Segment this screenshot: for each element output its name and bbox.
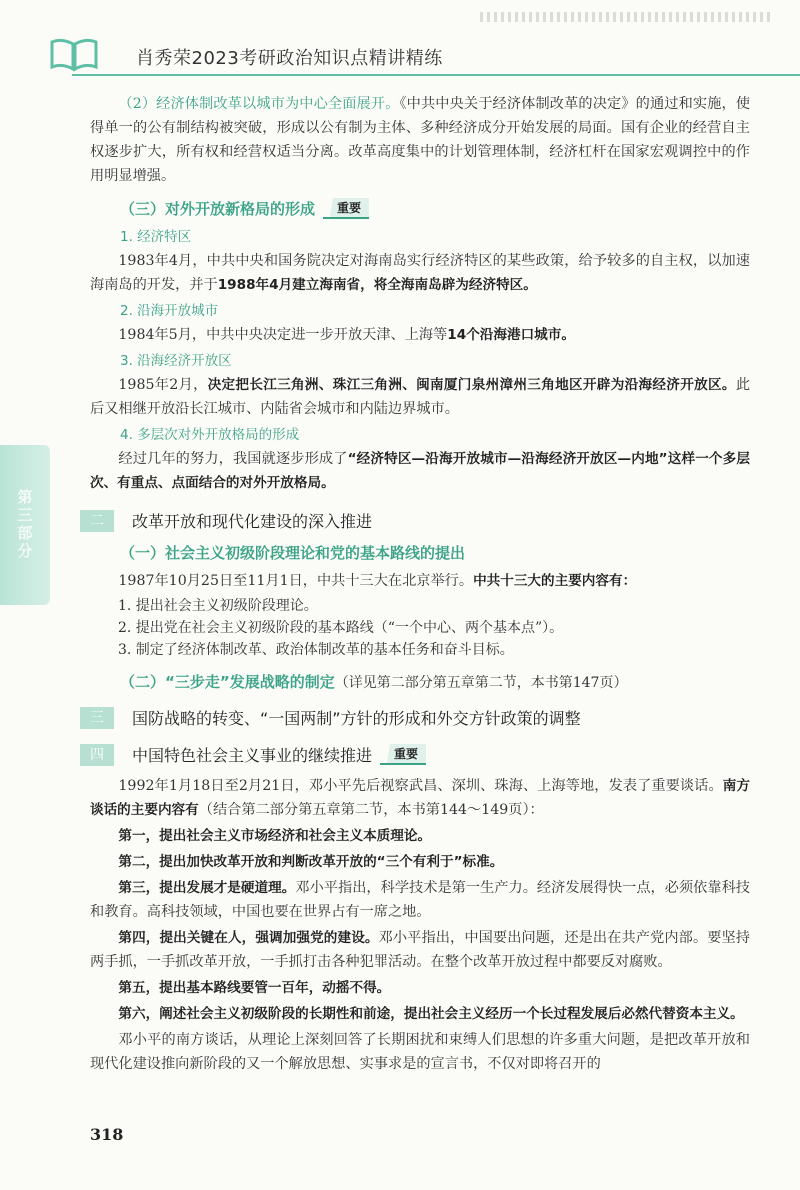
paragraph-tail: 此后又相继开放沿长江城市、内陆省会城市和内陆边界城市。 bbox=[90, 377, 751, 417]
open-book-icon bbox=[48, 36, 100, 72]
section-heading bbox=[80, 706, 750, 729]
paragraph bbox=[90, 926, 750, 974]
paragraph-bold: 第一，提出社会主义市场经济和社会主义本质理论。 bbox=[118, 828, 432, 844]
numbered-subheading-text: 4. 多层次对外开放格局的形成 bbox=[120, 427, 300, 443]
paragraph-text: 邓小平的南方谈话，从理论上深刻回答了长期困扰和束缚人们思想的许多重大问题，是把改革开放和现代化建设推向新阶段的又一个解放思想、实事求是的宣言书，不仅对即将召开的 bbox=[90, 1032, 750, 1072]
top-scan-artifact bbox=[480, 12, 770, 22]
section-number: 四 bbox=[80, 744, 114, 766]
section-title: 改革开放和现代化建设的深入推进 bbox=[132, 512, 373, 531]
section-title: 中国特色社会主义事业的继续推进 bbox=[132, 746, 373, 765]
paragraph bbox=[90, 1002, 750, 1026]
numbered-subheading-text: 3. 沿海经济开放区 bbox=[120, 353, 232, 369]
subsection-heading bbox=[120, 542, 750, 563]
header-rule bbox=[72, 74, 800, 76]
list-item bbox=[118, 639, 750, 661]
paragraph-text: 1992年1月18日至2月21日，邓小平先后视察武昌、深圳、珠海、上海等地，发表了重要谈话。 bbox=[118, 778, 723, 794]
paragraph-text: 1984年5月，中共中央决定进一步开放天津、上海等 bbox=[118, 327, 448, 343]
paragraph bbox=[90, 323, 750, 347]
paragraph-bold: 第五，提出基本路线要管一百年，动摇不得。 bbox=[118, 980, 391, 996]
section-heading bbox=[80, 743, 750, 766]
paragraph-tail: 邓小平指出，中国要出问题，还是出在共产党内部。要坚持两手抓，一手抓改革开放，一手抓打击各种犯罪活动。在整个改革开放过程中都要反对腐败。 bbox=[90, 930, 750, 970]
important-badge: 重要 bbox=[323, 198, 369, 219]
section-title: 国防战略的转变、“一国两制”方针的形成和外交方针政策的调整 bbox=[132, 709, 581, 728]
header-title: 肖秀荣2023考研政治知识点精讲精练 bbox=[136, 48, 443, 69]
list-item bbox=[118, 617, 750, 639]
paragraph bbox=[90, 824, 750, 848]
paragraph-tail: 邓小平指出，科学技术是第一生产力。经济发展得快一点，必须依靠科技和教育。高科技领域，中国也要在世界占有一席之地。 bbox=[90, 880, 750, 920]
section-side-tab bbox=[0, 445, 50, 605]
section-number: 二 bbox=[80, 510, 114, 532]
page-number: 318 bbox=[90, 1125, 124, 1144]
numbered-subheading bbox=[120, 225, 750, 249]
list-item bbox=[118, 595, 750, 617]
paragraph bbox=[90, 92, 750, 188]
paragraph-bold: 中共十三大的主要内容有： bbox=[473, 573, 637, 589]
paragraph-text: 1983年4月，中共中央和国务院决定对海南岛实行经济特区的某些政策，给予较多的自主权，以加速海南岛的开发，并于 bbox=[90, 253, 750, 293]
list-item-text: 2. 提出党在社会主义初级阶段的基本路线（“一个中心、两个基本点”）。 bbox=[118, 620, 564, 636]
paragraph-bold: “经济特区—沿海开放城市—沿海经济开放区—内地”这样一个多层次、有重点、点面结合的对外开放格局。 bbox=[90, 451, 750, 491]
numbered-subheading-text: 1. 经济特区 bbox=[120, 229, 192, 245]
section-number: 三 bbox=[80, 707, 114, 729]
page-content bbox=[90, 92, 750, 1078]
paragraph bbox=[90, 1028, 750, 1076]
list-item-text: 3. 制定了经济体制改革、政治体制改革的基本任务和奋斗目标。 bbox=[118, 642, 514, 658]
numbered-subheading bbox=[120, 349, 750, 373]
paragraph-bold: 南方谈话的主要内容有 bbox=[90, 778, 750, 818]
numbered-subheading-text: 2. 沿海开放城市 bbox=[120, 303, 219, 319]
paragraph-lead: （2）经济体制改革以城市为中心全面展开。 bbox=[118, 96, 400, 112]
section-heading bbox=[80, 509, 750, 532]
subsection-title: （三）对外开放新格局的形成 bbox=[120, 200, 316, 218]
paragraph bbox=[90, 249, 750, 297]
subsection-title: （一）社会主义初级阶段理论和党的基本路线的提出 bbox=[120, 544, 466, 562]
paragraph bbox=[90, 876, 750, 924]
paragraph-bold: 第六，阐述社会主义初级阶段的长期性和前途，提出社会主义经历一个长过程发展后必然代替资本主义。 bbox=[118, 1006, 744, 1022]
subsection-title: （二）“三步走”发展战略的制定 bbox=[120, 673, 335, 691]
paragraph-bold: 决定把长江三角洲、珠江三角洲、闽南厦门泉州漳州三角地区开辟为沿海经济开放区。 bbox=[207, 377, 736, 393]
subsection-heading bbox=[120, 671, 750, 692]
paragraph-text: 1985年2月， bbox=[118, 377, 208, 393]
page-header bbox=[32, 26, 772, 76]
paragraph-bold: 第三，提出发展才是硬道理。 bbox=[118, 880, 296, 896]
side-tab-label: 第三部分 bbox=[15, 489, 34, 561]
paragraph bbox=[90, 447, 750, 495]
paragraph-text: 经过几年的努力，我国就逐步形成了 bbox=[118, 451, 348, 467]
paragraph-bold: 14个沿海港口城市。 bbox=[447, 327, 575, 343]
subsection-ref: （详见第二部分第五章第二节，本书第147页） bbox=[334, 674, 628, 691]
paragraph bbox=[90, 976, 750, 1000]
paragraph-text: 《中共中央关于经济体制改革的决定》的通过和实施，使得单一的公有制结构被突破，形成以公有制为主体、多种经济成分开始发展的局面。国有企业的经营自主权逐步扩大，所有权和经营权适当分离。改革高度集中的计划管理体制，经济杠杆在国家宏观调控中的作用明显增强。 bbox=[90, 96, 751, 184]
subsection-heading bbox=[120, 198, 750, 219]
paragraph bbox=[90, 850, 750, 874]
paragraph bbox=[90, 774, 750, 822]
paragraph-bold: 第四，提出关键在人，强调加强党的建设。 bbox=[118, 930, 379, 946]
numbered-subheading bbox=[120, 423, 750, 447]
list-item-text: 1. 提出社会主义初级阶段理论。 bbox=[118, 598, 318, 614]
paragraph-tail: （结合第二部分第五章第二节，本书第144～149页）： bbox=[198, 802, 544, 818]
paragraph bbox=[90, 569, 750, 593]
paragraph-text: 1987年10月25日至11月1日，中共十三大在北京举行。 bbox=[118, 573, 474, 589]
paragraph-bold: 1988年4月建立海南省，将全海南岛辟为经济特区。 bbox=[217, 277, 537, 293]
numbered-subheading bbox=[120, 299, 750, 323]
important-badge: 重要 bbox=[380, 744, 426, 765]
paragraph-bold: 第二，提出加快改革开放和判断改革开放的“三个有利于”标准。 bbox=[118, 854, 504, 870]
paragraph bbox=[90, 373, 750, 421]
